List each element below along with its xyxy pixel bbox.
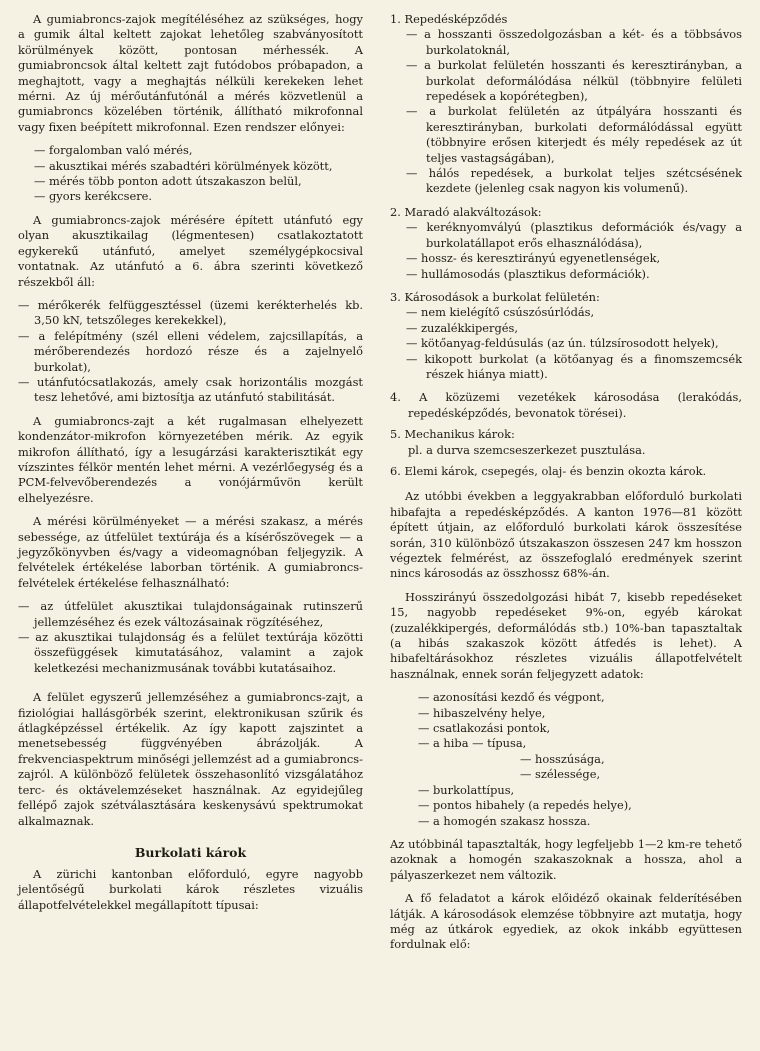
paragraph: A gumiabroncs-zajok megítéléséhez az szükséges, hogy a gumik által keltett zajokat lehetőleg szabványosított körülmények között, pontosan mérhessék. A gumiabroncsok által keltett zajt futódobos próbapadon, a meghajtott, vagy a meghajtás nélküli kerekeken lehet mérni. Az új mérőutánfutónál a mérés közvetlenül a gumiabroncs közelében történik, állítható mikrofonnal vagy fixen beépített mikrofonnal. Ezen rendszer előnyei: xyxy=(18,12,363,134)
damage-subtype-list xyxy=(390,305,742,382)
list-item: — keréknyomvályú (plasztikus deformációk és/vagy a burkolatállapot erős elhasználódása), xyxy=(406,220,742,250)
paragraph: A fő feladatot a károk előidéző okainak felderítésében látják. A károsodások elemzése többnyire azt mutatja, hogy még az útkárok egyediek, az okok inkább együttesen fordulnak elő: xyxy=(390,891,742,952)
list-item: — kikopott burkolat (a kötőanyag és a finomszemcsék részek hiánya miatt). xyxy=(406,351,742,381)
list-sub-item: — hosszúsága, xyxy=(520,751,605,766)
list-item: — azonosítási kezdő és végpont, xyxy=(418,690,605,705)
paragraph: A gumiabroncs-zajok mérésére épített utánfutó egy olyan akusztikailag (légmentesen) csatlakoztatott egykerekű utánfutó, amelyet személygépkocsival vontatnak. Az utánfutó a 6. ábra szerinti következő részekből áll: xyxy=(18,212,363,289)
list-sub-item: — szélessége, xyxy=(520,767,601,782)
list-item: — hálós repedések, a burkolat teljes szétcsésének kezdete (jelenleg csak nagyon kis volumenű). xyxy=(406,166,742,196)
paragraph: Az utóbbi években a leggyakrabban előforduló burkolati hibafajta a repedésképződés. A kanton 1976—81 között épített útjain, az előforduló burkolati károk összesítése során, 310 különböző útszakaszon összesen 247 km hosszon végeztek felmérést, az összefoglaló eredmények szerint nincs károsodás az összhossz 68%-án. xyxy=(390,489,742,581)
paragraph: A gumiabroncs-zajt a két rugalmasan elhelyezett kondenzátor-mikrofon környezetében mérik. Az egyik mikrofon állítható, így a lesugárzási karakterisztikát egy vízszintes félkör mentén lehet mérni. A vezérlőegység és a PCM-felvevőberendezés a vonójárművön került elhelyezésre. xyxy=(18,413,363,505)
damage-type-item xyxy=(390,205,742,282)
list-item: — az útfelület akusztikai tulajdonságainak rutinszerű jellemzéséhez és ezek változásainak rögzítéséhez, xyxy=(18,599,364,629)
list-item: — nem kielégítő csúszósúrlódás, xyxy=(406,305,595,320)
paragraph: A mérési körülményeket — a mérési szakasz, a mérés sebessége, az útfelület textúrája és a kísérőszövegek — a jegyzőkönyvben és/vagy a videomagnóban feljegyzik. A felvételek értékelése laborban történik. A gumiabroncs-felvételek értékelése felhasználható: xyxy=(18,514,363,590)
advantages-list xyxy=(18,143,363,205)
damage-type-item xyxy=(390,12,742,197)
section-heading: Burkolati károk xyxy=(134,844,247,860)
list-item: — az akusztikai tulajdonság és a felület textúrája közötti összefüggések kimutatásához, valamint a zajok keletkezési mechanizmusának további kutatásaihoz. xyxy=(18,630,363,675)
list-item: — pontos hibahely (a repedés helye), xyxy=(418,798,632,813)
list-item: — hullámosodás (plasztikus deformációk). xyxy=(406,266,650,281)
list-item: — a burkolat felületén hosszanti és keresztirányban, a burkolat deformálódása nélkül (többnyire felületi repedések a kopórétegben), xyxy=(406,58,742,104)
list-item: — burkolattípus, xyxy=(418,782,515,797)
paragraph: A zürichi kantonban előforduló, egyre nagyobb jelentőségű burkolati károk részletes vizuális állapotfelvételekkel megállapított típusai: xyxy=(18,866,363,912)
list-item: — a felépítmény (szél elleni védelem, zajcsillapítás, a mérőberendezés hordozó része és a zajelnyelő burkolat), xyxy=(18,328,363,374)
list-item: — hossz- és keresztirányú egyenetlenségek, xyxy=(406,251,661,266)
damage-subtype-list xyxy=(390,220,742,282)
evaluation-use-list xyxy=(18,599,363,676)
list-item: — forgalomban való mérés, xyxy=(34,143,193,158)
list-item: — a hosszanti összedolgozásban a két- és a többsávos burkolatoknál, xyxy=(406,27,742,57)
trailer-parts-list xyxy=(18,298,363,406)
damage-type-heading: 3. Károsodások a burkolat felületén: xyxy=(390,289,600,304)
damage-type-heading: 1. Repedésképződés xyxy=(390,12,508,26)
list-item: — mérés több ponton adott útszakaszon belül, xyxy=(34,174,302,189)
damage-type-item xyxy=(390,427,742,458)
damage-type-body: pl. a durva szemcseszerkezet pusztulása. xyxy=(408,442,646,457)
list-item: — zuzalékkipergés, xyxy=(406,320,518,335)
damage-type-heading: 6. Elemi károk, csepegés, olaj- és benzin okozta károk. xyxy=(390,463,707,478)
list-item: — gyors kerékcsere. xyxy=(34,189,153,204)
paragraph: Az utóbbinál tapasztalták, hogy legfeljebb 1—2 km-re tehető azoknak a homogén szakaszoknak a hossza, ahol a pályaszerkezet nem változik. xyxy=(390,836,742,882)
damage-type-item xyxy=(390,390,742,421)
list-item: — a burkolat felületén az útpályára hosszanti és keresztirányban, burkolati deformálódással együtt (többnyire erősen kiterjedt és mély repedések az út teljes vastagságában), xyxy=(406,104,742,165)
list-item: — utánfutócsatlakozás, amely csak horizontális mozgást tesz lehetővé, ami biztosítja az utánfutó stabilitását. xyxy=(18,374,364,405)
damage-type-heading: 5. Mechanikus károk: xyxy=(390,427,515,442)
list-item: — akusztikai mérés szabadtéri körülmények között, xyxy=(34,158,333,173)
damage-type-item xyxy=(390,464,742,479)
list-item: — csatlakozási pontok, xyxy=(418,721,551,736)
list-item: — a homogén szakasz hossza. xyxy=(418,813,591,828)
list-item: — kötőanyag-feldúsulás (az ún. túlzsírosodott helyek), xyxy=(406,336,719,351)
right-column xyxy=(390,12,742,961)
damage-type-heading: 2. Maradó alakváltozások: xyxy=(390,204,542,219)
damage-subtype-list xyxy=(390,27,742,196)
recorded-data-list xyxy=(390,690,742,829)
left-column xyxy=(18,12,363,921)
damage-type-heading: 4. A közüzemi vezetékek károsodása (lerakódás, repedésképződés, bevonatok törései). xyxy=(390,390,742,420)
list-item: — mérőkerék felfüggesztéssel (üzemi kerékterhelés kb. 3,50 kN, tetszőleges kerekekkel), xyxy=(18,297,364,328)
damage-type-item xyxy=(390,290,742,382)
list-item: — hibaszelvény helye, xyxy=(418,705,546,720)
paragraph: Hosszirányú összedolgozási hibát 7, kisebb repedéseket 15, nagyobb repedéseket 9%-on, egyéb károkat (zuzalékkipergés, deformálódás stb.) 10%-ban tapasztaltak (a hibás szakaszok között átfedés is lehet). A hibafeltárásokhoz részletes vizuális állapotfelvételt használnak, ennek során feljegyzett adatok: xyxy=(390,589,742,681)
paragraph: A felület egyszerű jellemzéséhez a gumiabroncs-zajt, a fiziológiai hallásgörbék szerint, elektronikusan szűrik és átlagképzéssel értékelik. Az így kapott zajszintet a menetsebesség függvényében ábrázolják. A frekvenciaspektrum minőségi jellemzést ad a gumiabroncs-zajról. A különböző felületek összehasonlító vizsgálatához terc- és oktávelemzéseket használnak. Az egyidejűleg fellépő zajok szétválasztására keskenysávú spektrumokat alkalmaznak. xyxy=(18,690,363,828)
list-item: — a hiba — típusa, — hosszúsága, — szélessége, xyxy=(390,736,742,782)
